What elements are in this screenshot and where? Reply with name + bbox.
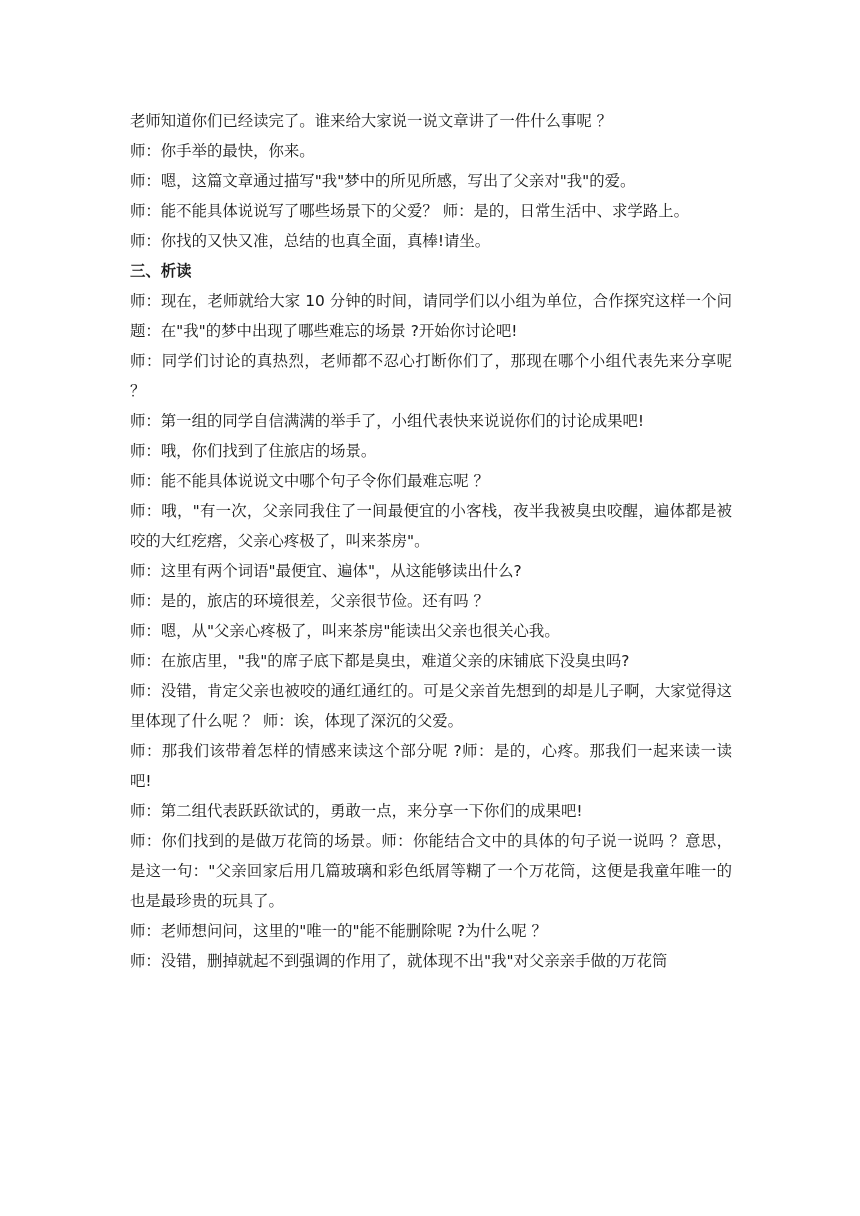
paragraph: 师：你找的又快又准，总结的也真全面，真棒!请坐。 (130, 232, 491, 250)
document-page (130, 106, 732, 976)
paragraph: 师：同学们讨论的真热烈，老师都不忍心打断你们了，那现在哪个小组代表先来分享呢 ？ (130, 352, 732, 400)
paragraph: 师：嗯，这篇文章通过描写"我"梦中的所见所感，写出了父亲对"我"的爱。 (130, 172, 636, 190)
paragraph: 师：那我们该带着怎样的情感来读这个部分呢 ?师：是的，心疼。那我们一起来读一读吧! (130, 742, 732, 790)
paragraph: 老师知道你们已经读完了。谁来给大家说一说文章讲了一件什么事呢 ？ (130, 112, 613, 130)
paragraph: 师：老师想问问，这里的"唯一的"能不能删除呢 ?为什么呢 ？ (130, 922, 547, 940)
paragraph: 师：哦，"有一次，父亲同我住了一间最便宜的小客栈，夜半我被臭虫咬醒，遍体都是被咬的大红疙瘩，父亲心疼极了，叫来茶房"。 (130, 502, 732, 550)
paragraph: 师：没错，删掉就起不到强调的作用了，就体现不出"我"对父亲亲手做的万花筒 (130, 952, 668, 970)
paragraph: 师：第一组的同学自信满满的举手了，小组代表快来说说你们的讨论成果吧! (130, 412, 645, 430)
paragraph: 师：没错，肯定父亲也被咬的通红通红的。可是父亲首先想到的却是儿子啊，大家觉得这里体现了什么呢 ？ 师：诶，体现了深沉的父爱。 (130, 682, 732, 730)
paragraph: 师：哦，你们找到了住旅店的场景。 (130, 442, 377, 460)
section-heading: 三、析读 (130, 262, 192, 280)
paragraph: 师：是的，旅店的环境很差，父亲很节俭。还有吗 ？ (130, 592, 489, 610)
paragraph: 师：第二组代表跃跃欲试的，勇敢一点，来分享一下你们的成果吧! (130, 802, 583, 820)
paragraph: 师：这里有两个词语"最便宜、遍体"，从这能够读出什么? (130, 562, 522, 580)
paragraph: 师：能不能具体说说文中哪个句子令你们最难忘呢 ？ (130, 472, 489, 490)
paragraph: 师：嗯，从"父亲心疼极了，叫来茶房"能读出父亲也很关心我。 (130, 622, 560, 640)
paragraph: 师：现在，老师就给大家 10 分钟的时间，请同学们以小组为单位，合作探究这样一个问题：在"我"的梦中出现了哪些难忘的场景 ?开始你讨论吧! (130, 292, 732, 340)
paragraph: 师：在旅店里，"我"的席子底下都是臭虫，难道父亲的床铺底下没臭虫吗? (130, 652, 630, 670)
paragraph: 师：你手举的最快，你来。 (130, 142, 315, 160)
paragraph: 师：你们找到的是做万花筒的场景。师：你能结合文中的具体的句子说一说吗 ？意思，是这一句："父亲回家后用几篇玻璃和彩色纸屑等糊了一个万花筒，这便是我童年唯一的也是最珍贵的玩具了。 (130, 832, 732, 910)
paragraph: 师：能不能具体说说写了哪些场景下的父爱？ 师：是的，日常生活中、求学路上。 (130, 202, 689, 220)
